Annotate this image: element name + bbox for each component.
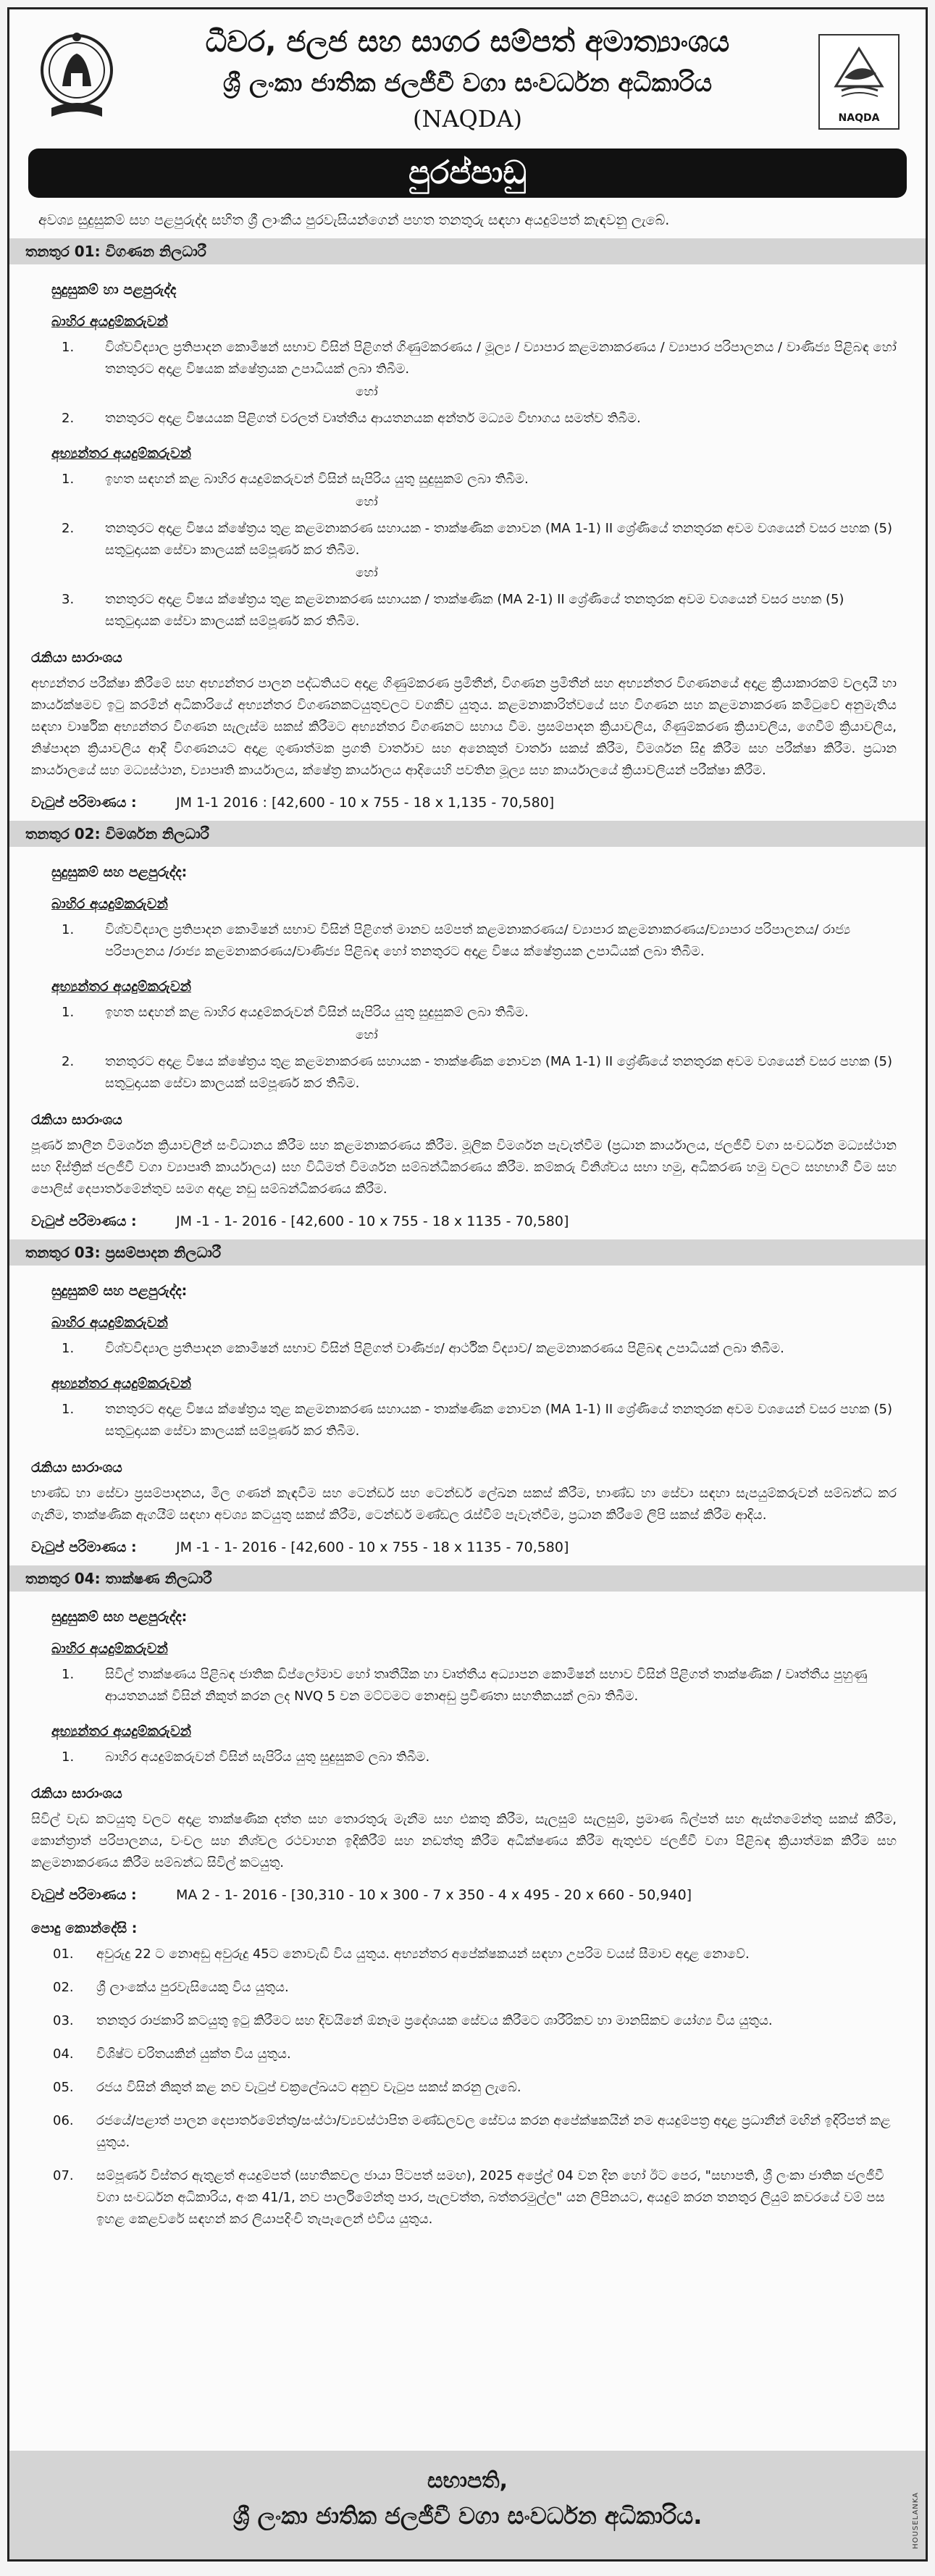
list-item: 06. රජයේ/පළාත් පාලන දෙපාර්තමේන්තු/සංස්ථා/ව්‍යවස්ථාපිත මණ්ඩලවල සේවය කරන අපේක්ෂකයින් නම අයදුම්පත්‍ර අදාළ ප්‍රධානීන් මඟින් ඉදිරිපත් කළ යුතුය.	[53, 2113, 891, 2150]
job-summary: සිවිල් වැඩ කටයුතු වලට අදාළ තාක්ෂණික දත්ත සහ තොරතුරු මැනීම සහ එකතු කිරීම, සැලසුම් සැලසුම්, ප්‍රමාණ බිල්පත් සහ ඇස්තමේන්තු සකස් කිරීම, කොන්ත්‍රාත් පරිපාලනය, වංචල සහ නිශ්චල රථවාහන ඉදිකිරීම් සහ නඩත්තු කිරීම අධීක්ෂණය කිරීම ඇතුළුව ජලජීවී වගා පිළිබඳ ක්‍රියාත්මක කිරීම සහ කළමනාකරණය කිරීම සම්බන්ධ සිවිල් කටයුතු.	[31, 1812, 897, 1870]
footer	[9, 2451, 926, 2559]
list-item: 1. ඉහත සඳහන් කළ බාහිර අයදුම්කරුවන් විසින් සැපිරිය යුතු සුදුසුකම් ලබා තිබීම.	[62, 472, 529, 487]
banner-title: පුරප්පාඩු	[28, 149, 907, 198]
salary-value: JM -1 - 1- 2016 - [42,600 - 10 x 755 - 18 x 1135 - 70,580]	[176, 1539, 569, 1555]
summary-heading: රැකියා සාරාංශය	[31, 1786, 122, 1802]
list-item: 2. තනතුරට අදාළ විෂය ක්ෂේත්‍රය තුළ කළමනාකරණ සහායක - තාක්ෂණික නොවන (MA 1-1) II ශ්‍රේණියේ තනතුරක අවම වශයෙන් වසර පහක (5) සතුටුදායක සේවා කාලයක් සම්පූර්ණ කර තිබීම.	[62, 1054, 892, 1091]
list-item: 07. සම්පූර්ණ විස්තර ඇතුළත් අයදුම්පත් (සහතිකවල ජායා පිටපත් සමඟ), 2025 අප්‍රේල් 04 වන දින හෝ ඊට පෙර, "සභාපති, ශ්‍රී ලංකා ජාතික ජලජීවී වගා සංවර්ධන අධිකාරිය, අංක 41/1, නව පාර්ලිමේන්තු පාර, පැලවත්ත, බත්තරමුල්ල" යන ලිපිනයට, අයදුම් කරන තනතුර ලියුම් කවරයේ වම් පස ඉහළ කෙළවරේ සඳහන් කර ලියාපදිංචි තැපෑලෙන් එවිය යුතුය.	[53, 2168, 885, 2227]
post-section	[9, 238, 926, 811]
authority-name: ශ්‍රී ලංකා ජාතික ජලජීවී වගා සංවර්ධන අධිකාරිය	[222, 69, 713, 98]
summary-heading: රැකියා සාරාංශය	[31, 650, 122, 666]
internal-heading: අභ්‍යන්තර අයදුම්කරුවන්	[51, 1376, 191, 1392]
list-item: 2. තනතුරට අදාළ විෂයයක පිළිගත් වරලත් වෘත්තීය ආයතනයක අන්තර් මධ්‍යම විභාගය සමත්ව තිබීම.	[62, 411, 641, 426]
salary-value: JM -1 - 1- 2016 - [42,600 - 10 x 755 - 18 x 1135 - 70,580]	[176, 1213, 569, 1229]
list-item: 1. විශ්වවිද්‍යාල ප්‍රතිපාදන කොමිෂන් සභාව විසින් පිළිගත් ගිණුම්කරණය / මූල්‍ය / ව්‍යාපාර කළමනාකරණය / ව්‍යාපාර පරිපාලනය / වාණිජ්‍ය පිළිබඳ හෝ තනතුරට අදාළ විෂයක ක්ෂේත්‍රයක උපාධියක් ලබා තිබීම.	[62, 340, 897, 377]
list-item: 04. විශිෂ්ට චරිතයකින් යුක්ත විය යුතුය.	[53, 2046, 291, 2062]
list-item: 1. බාහිර අයදුම්කරුවන් විසින් සැපිරිය යුතු සුදුසුකම් ලබා තිබීම.	[62, 1749, 430, 1765]
authority-acronym: (NAQDA)	[412, 105, 523, 133]
salary-label: වැටුප් පරිමාණය :	[31, 1887, 137, 1903]
header	[9, 9, 926, 140]
post-title: තනතුර 02: විමර්ශන නිලධාරී	[9, 821, 926, 847]
internal-heading: අභ්‍යන්තර අයදුම්කරුවන්	[51, 446, 191, 461]
list-item: 05. රජය විසින් නිකුත් කළ නව වැටුප් චක්‍රලේඛයට අනුව වැටුප සකස් කරනු ලැබේ.	[53, 2080, 521, 2095]
or-separator: හෝ	[356, 566, 378, 580]
list-item: 2. තනතුරට අදාළ විෂය ක්ෂේත්‍රය තුළ කළමනාකරණ සහායක - තාක්ෂණික නොවන (MA 1-1) II ශ්‍රේණියේ තනතුරක අවම වශයෙන් වසර පහක (5) සතුටුදායක සේවා කාලයක් සම්පූර්ණ කර තිබීම.	[62, 521, 892, 558]
salary-row	[31, 1213, 926, 1229]
salary-value: MA 2 - 1- 2016 - [30,310 - 10 x 300 - 7 x 350 - 4 x 495 - 20 x 660 - 50,940]	[176, 1887, 692, 1903]
signatory-title: සභාපති,	[427, 2468, 508, 2493]
or-separator: හෝ	[356, 495, 378, 509]
or-separator: හෝ	[356, 1028, 378, 1042]
list-item: 1. තනතුරට අදාළ විෂය ක්ෂේත්‍රය තුළ කළමනාකරණ සහායක - තාක්ෂණික නොවන (MA 1-1) II ශ්‍රේණියේ තනතුරක අවම වශයෙන් වසර පහක (5) සතුටුදායක සේවා කාලයක් සම්පූර්ණ කර තිබීම.	[62, 1402, 892, 1439]
external-heading: බාහිර අයදුම්කරුවන්	[51, 1315, 168, 1331]
qualifications-heading: සුදුසුකම් සහ පළපුරුද්ද:	[51, 1283, 188, 1299]
salary-row	[31, 1539, 926, 1555]
post-title: තනතුර 01: විගණන නිලධාරී	[9, 238, 926, 264]
summary-heading: රැකියා සාරාංශය	[31, 1112, 122, 1128]
post-title: තනතුර 03: ප්‍රසම්පාදන නිලධාරී	[9, 1239, 926, 1266]
list-item: 02. ශ්‍රී ලාංකේය පුරවැසියෙකු විය යුතුය.	[53, 1980, 289, 1995]
qualifications-heading: සුදුසුකම් සහ පළපුරුද්ද:	[51, 864, 188, 880]
qualifications-heading: සුදුසුකම් හා පළපුරුද්ද	[51, 282, 177, 298]
salary-label: වැටුප් පරිමාණය :	[31, 1213, 137, 1229]
salary-label: වැටුප් පරිමාණය :	[31, 1539, 137, 1555]
post-section	[9, 821, 926, 1229]
advertisement	[7, 7, 928, 2562]
salary-row	[31, 1887, 926, 1903]
publisher-credit: HOUSELANKA	[912, 2492, 920, 2549]
intro-text: අවශ්‍ය සුදුසුකම් සහ පළපුරුද්ද සහිත ශ්‍රී ලාංකීය පුරවැසියන්ගෙන් පහත තනතුරු සඳහා අයදුම්පත් කැඳවනු ලැබේ.	[38, 212, 670, 228]
list-item: 01. අවුරුදු 22 ට නොඅඩු අවුරුදු 45ට නොවැඩි විය යුතුය. අභ්‍යන්තර අපේක්ෂකයන් සඳහා උපරිම වයස් සීමාව අදාළ නොවේ.	[53, 1946, 750, 1962]
list-item: 1. ඉහත සඳහන් කළ බාහිර අයදුම්කරුවන් විසින් සැපිරිය යුතු සුදුසුකම් ලබා තිබීම.	[62, 1005, 529, 1020]
list-item: 1. විශ්වවිද්‍යාල ප්‍රතිපාදන කොමිෂන් සභාව විසින් පිළිගත් මානව සම්පත් කළමනාකරණය/ ව්‍යාපාර කළමනාකරණය/ව්‍යාපාර පරිපාලනය/ රාජ්‍ය පරිපාලනය /රාජ්‍ය කළමනාකරණය/වාණිජ්‍ය පිළිබඳ හෝ තනතුරට අදාළ විෂය ක්ෂේත්‍රයක උපාධියක් ලබා තිබීම.	[62, 922, 851, 959]
general-conditions	[9, 1920, 926, 2230]
ministry-name: ධීවර, ජලජ සහ සාගර සම්පත් අමාත්‍යාංශය	[205, 25, 730, 59]
or-separator: හෝ	[356, 385, 378, 399]
qualifications-heading: සුදුසුකම් සහ පළපුරුද්ද:	[51, 1609, 188, 1625]
external-heading: බාහිර අයදුම්කරුවන්	[51, 1641, 168, 1657]
fish-logo-icon	[820, 35, 898, 105]
external-heading: බාහිර අයදුම්කරුවන්	[51, 314, 168, 330]
naqda-logo	[818, 34, 900, 130]
salary-label: වැටුප් පරිමාණය :	[31, 795, 137, 811]
salary-row	[31, 795, 926, 811]
job-summary: අභ්‍යන්තර පරීක්ෂා කිරීමේ සහ අභ්‍යන්තර පාලන පද්ධතියට අදාළ ගිණුම්කරණ ප්‍රමිතීන්, විගණන ප්‍රමිතීන් සහ අභ්‍යන්තර විගණනයේ අදාළ ක්‍රියාකාරකම් වලදායී හා කාර්යක්ෂමව ඉටු කරමින් අධිකාරියේ අභ්‍යන්තර විගණනකටයුතුවලට වගකීව යුතුය. කළමනාකාරිත්වයේ සහ විගණන සහ කළමනාකරණ කමිටුවේ අනුමැතිය සඳහා වාර්ෂික අභ්‍යන්තර විගණන සැලැස්ම සකස් කිරීමට අභ්‍යන්තර විගණනට සහාය වීම. ප්‍රසම්පාදන ක්‍රියාවලිය, ගිණුම්කරණ ක්‍රියාවලිය, ගෙවීම් ක්‍රියාවලිය, නිෂ්පාදන ක්‍රියාවලිය ආදී විගණනයට අදාළ ගුණාත්මක ප්‍රගති වාර්තාව සහ අනෙකුත් වාර්තා සකස් කිරීම, විමර්ශන සිදු කිරීම සහ පරීක්ෂා කිරීම. ප්‍රධාන කාර්යාලයේ සහ මධ්‍යස්ථාන, ව්‍යාපෘති කාර්යාලය, ක්ෂේත්‍ර කාර්යාලය ආදියෙහි පවතින මූල්‍ය සහ කාර්යාලයේ ක්‍රියාවලියන් පරීක්ෂා කිරීම.	[31, 676, 897, 778]
list-item: 03. තනතුර රාජකාරි කටයුතු ඉටු කිරීමට සහ දිවයිනේ ඕනෑම ප්‍රදේශයක සේවය කිරීමට ශාරීරිකව හා මානසිකව යෝග්‍ය විය යුතුය.	[53, 2013, 773, 2028]
general-conditions-heading: පොදු කොන්දේසි :	[31, 1920, 138, 1936]
post-section	[9, 1239, 926, 1555]
internal-heading: අභ්‍යන්තර අයදුම්කරුවන්	[51, 1723, 191, 1739]
job-summary: පූර්ණ කාලීන විමර්ශන ක්‍රියාවලීන් සංවිධානය කිරීම සහ කළමනාකරණය කිරීම. මූලික විමර්ශන පැවැත්වීම (ප්‍රධාන කාර්යාලය, ජලජීවී වගා සංවර්ධන මධ්‍යස්ථාන සහ දිස්ත්‍රික් ජලජීවී වගා ව්‍යාපෘති කාර්යාලය) සහ විධිමත් විමර්ශන සම්බන්ධීකරණය කිරීම. කම්කරු විනිශ්චය සභා හමු, අධිකරණ හමු වලට සහභාගී වීම සහ පොලිස් දෙපාර්තමේන්තුව සමග අදාළ නඩු සම්බන්ධීකරණය කිරීම.	[31, 1138, 897, 1197]
internal-heading: අභ්‍යන්තර අයදුම්කරුවන්	[51, 979, 191, 995]
salary-value: JM 1-1 2016 : [42,600 - 10 x 755 - 18 x 1,135 - 70,580]	[176, 795, 555, 811]
job-summary: භාණ්ඩ හා සේවා ප්‍රසම්පාදනය, මිල ගණන් කැඳවීම සහ ටෙන්ඩර් සහ ටෙන්ඩර් ලේඛන සකස් කිරීම, භාණ්ඩ හා සේවා සඳහා සැපයුම්කරුවන් සම්බන්ධ කර ගැනීම, තාක්ෂණික ඇගයීම් සඳහා අවශ්‍ය කටයුතු සකස් කිරීම, ටෙන්ඩර් මණ්ඩල රැස්වීම් පැවැත්වීම, ප්‍රධාන කිරීමේ ලිපි සකස් කිරීම ආදිය.	[31, 1486, 897, 1523]
list-item: 1. සිවිල් තාක්ෂණය පිළිබඳ ජාතික ඩිප්ලෝමාව හෝ තෘතීයික හා වෘත්තීය අධ්‍යාපන කොමිෂන් සභාව විසින් පිළිගත් තාක්ෂණික / වෘත්තීය පුහුණු ආයතනයක් විසින් නිකුත් කරන ලද NVQ 5 වන මට්ටමට නොඅඩු ප්‍රවීණතා සහතිකයක් ලබා තිබීම.	[62, 1667, 868, 1704]
list-item: 1. විශ්වවිද්‍යාල ප්‍රතිපාදන කොමිෂන් සභාව විසින් පිළිගත් වාණිජ්‍ය/ ආර්ථික විද්‍යාව/ කළමනාකරණය පිළිබඳ උපාධියක් ලබා තිබීම.	[62, 1341, 784, 1356]
list-item: 3. තනතුරට අදාළ විෂය ක්ෂේත්‍රය තුළ කළමනාකරණ සහායක / තාක්ෂණික (MA 2-1) II ශ්‍රේණියේ තනතුරක අවම වශයෙන් වසර පහක (5) සතුටුදායක සේවා කාලයක් සම්පූර්ණ කර තිබීම.	[62, 592, 844, 629]
post-section	[9, 1565, 926, 1903]
external-heading: බාහිර අයදුම්කරුවන්	[51, 896, 168, 912]
post-title: තනතුර 04: තාක්ෂණ නිලධාරී	[9, 1565, 926, 1592]
summary-heading: රැකියා සාරාංශය	[31, 1460, 122, 1476]
signatory-authority: ශ්‍රී ලංකා ජාතික ජලජීවී වගා සංවර්ධන අධිකාරිය.	[232, 2502, 703, 2530]
logo-caption: NAQDA	[838, 112, 880, 124]
